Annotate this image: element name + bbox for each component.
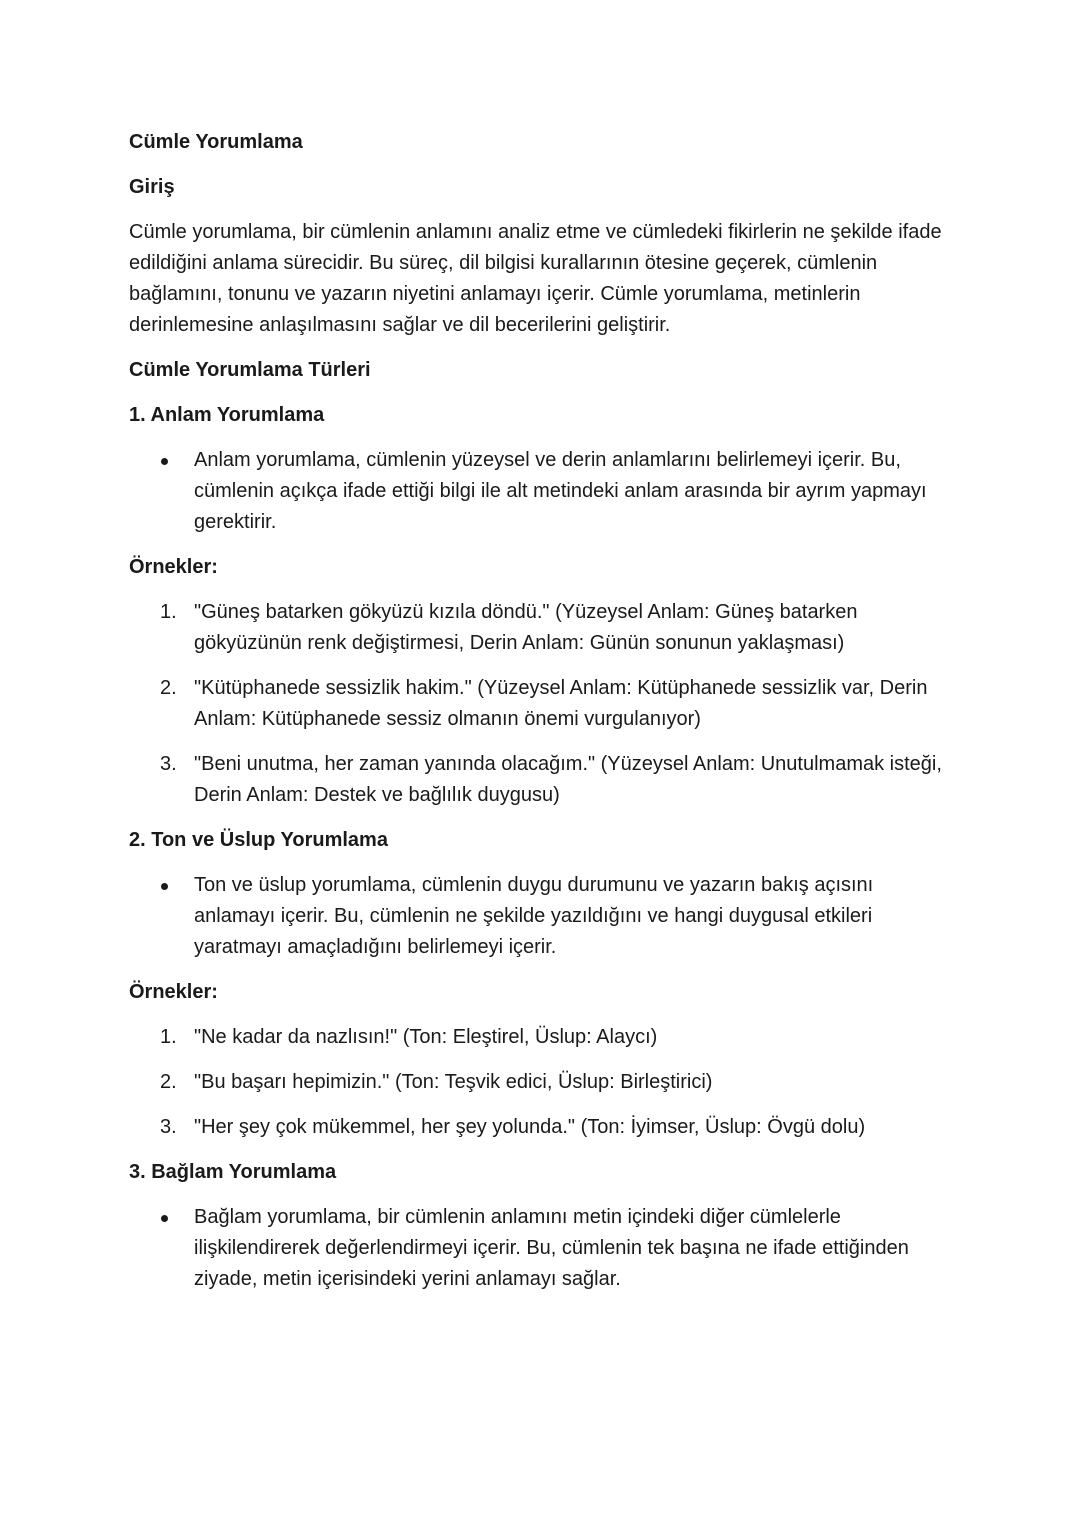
example-item	[129, 1022, 959, 1053]
example-number: 2.	[160, 677, 177, 699]
section-heading: 1. Anlam Yorumlama	[129, 404, 325, 426]
examples-list	[129, 1022, 959, 1143]
example-item	[129, 673, 959, 735]
example-item	[129, 1112, 959, 1143]
bullet-text: Anlam yorumlama, cümlenin yüzeysel ve derin anlamlarını belirlemeyi içerir. Bu, cümlenin açıkça ifade ettiği bilgi ile alt metindeki anlam arasında bir ayrım yapmayı gerektirir.	[194, 449, 927, 533]
bullet-list	[129, 1202, 959, 1295]
example-text: "Ne kadar da nazlısın!" (Ton: Eleştirel, Üslup: Alaycı)	[194, 1026, 658, 1048]
examples-heading: Örnekler:	[129, 556, 218, 578]
bullet-list	[129, 870, 959, 963]
bullet-item	[129, 445, 959, 538]
document-title: Cümle Yorumlama	[129, 131, 303, 153]
example-text: "Bu başarı hepimizin." (Ton: Teşvik edici, Üslup: Birleştirici)	[194, 1071, 713, 1093]
bullet-item	[129, 870, 959, 963]
bullet-text: Ton ve üslup yorumlama, cümlenin duygu durumunu ve yazarın bakış açısını anlamayı içerir. Bu, cümlenin ne şekilde yazıldığını ve hangi duygusal etkileri yaratmayı amaçladığını belirlemeyi içerir.	[194, 874, 874, 958]
section-heading: 2. Ton ve Üslup Yorumlama	[129, 829, 388, 851]
example-number: 2.	[160, 1071, 177, 1093]
bullet-text: Bağlam yorumlama, bir cümlenin anlamını metin içindeki diğer cümlelerle ilişkilendirerek değerlendirmeyi içerir. Bu, cümlenin tek başına ne ifade ettiğinden ziyade, metin içerisindeki yerini anlamayı sağlar.	[194, 1206, 909, 1290]
types-heading: Cümle Yorumlama Türleri	[129, 359, 371, 381]
example-text: "Güneş batarken gökyüzü kızıla döndü." (Yüzeysel Anlam: Güneş batarken gökyüzünün renk değiştirmesi, Derin Anlam: Günün sonunun yaklaşması)	[194, 601, 858, 654]
bullet-icon	[161, 883, 168, 890]
section-ton-ve-uslup-yorumlama	[129, 825, 959, 1143]
example-number: 3.	[160, 1116, 177, 1138]
bullet-icon	[161, 458, 168, 465]
document-page	[129, 127, 959, 1309]
bullet-icon	[161, 1215, 168, 1222]
examples-list	[129, 597, 959, 811]
example-number: 1.	[160, 601, 177, 623]
example-item	[129, 597, 959, 659]
bullet-list	[129, 445, 959, 538]
example-text: "Her şey çok mükemmel, her şey yolunda." (Ton: İyimser, Üslup: Övgü dolu)	[194, 1116, 866, 1138]
bullet-item	[129, 1202, 959, 1295]
intro-heading: Giriş	[129, 176, 175, 198]
section-heading: 3. Bağlam Yorumlama	[129, 1161, 337, 1183]
example-text: "Beni unutma, her zaman yanında olacağım." (Yüzeysel Anlam: Unutulmamak isteği, Derin Anlam: Destek ve bağlılık duygusu)	[194, 753, 942, 806]
example-number: 3.	[160, 753, 177, 775]
intro-paragraph: Cümle yorumlama, bir cümlenin anlamını analiz etme ve cümledeki fikirlerin ne şekilde ifade edildiğini anlama sürecidir. Bu süreç, dil bilgisi kurallarının ötesine geçerek, cümlenin bağlamını, tonunu ve yazarın niyetini anlamayı içerir. Cümle yorumlama, metinlerin derinlemesine anlaşılmasını sağlar ve dil becerilerini geliştirir.	[129, 221, 942, 336]
example-item	[129, 749, 959, 811]
example-number: 1.	[160, 1026, 177, 1048]
example-item	[129, 1067, 959, 1098]
section-anlam-yorumlama	[129, 400, 959, 811]
section-baglam-yorumlama	[129, 1157, 959, 1295]
examples-heading: Örnekler:	[129, 981, 218, 1003]
example-text: "Kütüphanede sessizlik hakim." (Yüzeysel Anlam: Kütüphanede sessizlik var, Derin Anlam: Kütüphanede sessiz olmanın önemi vurgulanıyor)	[194, 677, 928, 730]
